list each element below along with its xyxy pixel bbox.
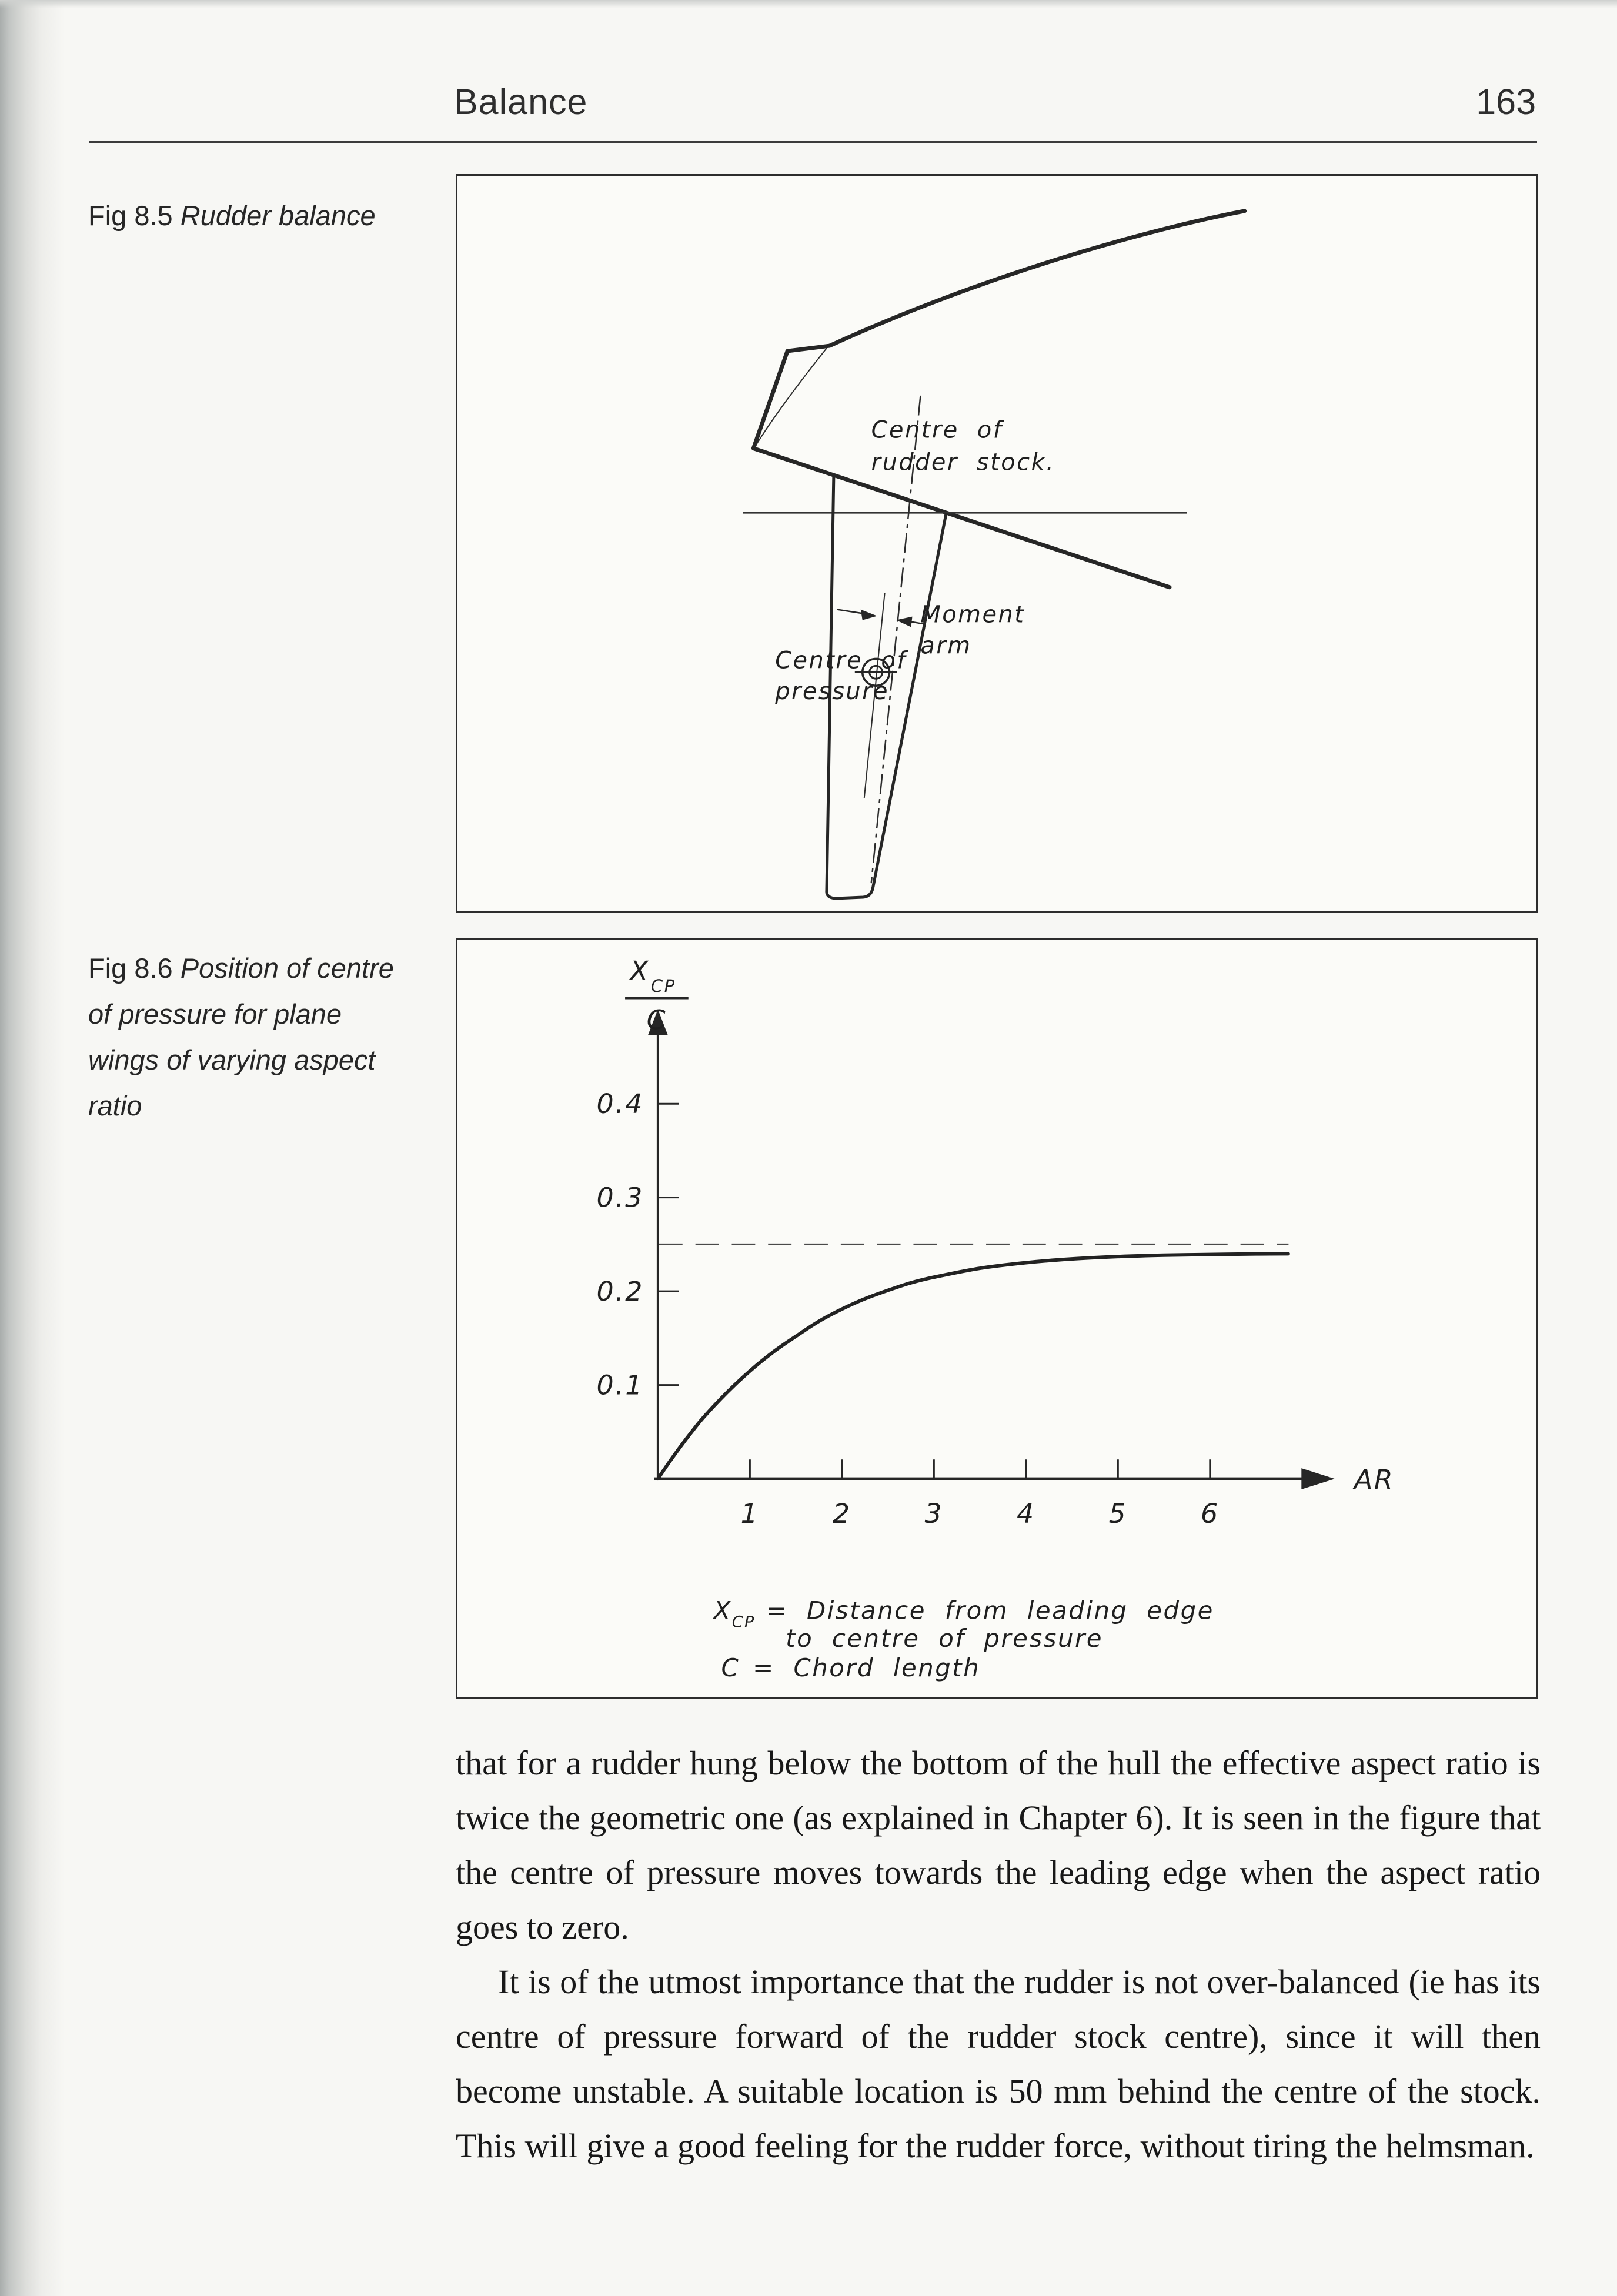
legend-line2-text: to centre of pressure (786, 1624, 1103, 1653)
x-tick-label: 3 (924, 1497, 944, 1529)
legend-line3-text: = Chord length (753, 1653, 981, 1683)
fig86-caption-line1: Position of centre (180, 953, 394, 984)
x-tick-label: 4 (1017, 1497, 1035, 1529)
body-paragraph-2: It is of the utmost importance that the rudder is not over-balanced (ie has its centre of pressure forward of the rudder stock centre), since it will then become unstable. A suitable location is 50 mm behind the centre of the stock. This will give a good feeling for the rudder force, without tiring the helmsman. (456, 1963, 1541, 2165)
legend-symbol-xcp-subscript: CP (731, 1613, 756, 1632)
fig86-panel (456, 938, 1538, 1699)
fig85-diagram-svg (457, 176, 1536, 911)
fig86-caption-number: Fig 8.6 (88, 953, 173, 984)
body-text-block (456, 1736, 1541, 2173)
y-label-numerator: X (630, 954, 650, 987)
chart-legend (713, 1596, 1214, 1682)
page-number: 163 (1476, 82, 1536, 122)
fig86-chart-svg (457, 940, 1536, 1697)
y-tick-label: 0.3 (596, 1181, 644, 1214)
y-axis-label (625, 955, 689, 1036)
y-tick-label: 0.1 (596, 1369, 644, 1401)
header-rule (89, 141, 1537, 143)
page-top-shadow (0, 0, 1617, 8)
fig85-caption-number: Fig 8.5 (88, 200, 173, 231)
label-rudder-stock-line2: rudder stock. (871, 449, 1055, 476)
label-moment-line1: Moment (920, 601, 1025, 629)
y-label-denominator: C (646, 1004, 667, 1036)
label-centre-pressure-line1: Centre of (775, 647, 907, 674)
svg-text:C= Chord length (721, 1653, 981, 1682)
running-header-title: Balance (454, 82, 588, 122)
transom-inner-curve (756, 348, 827, 445)
label-rudder-stock-line1: Centre of (871, 416, 1003, 444)
fig86-caption-line4: ratio (88, 1090, 142, 1121)
x-axis-label: AR (1354, 1463, 1395, 1496)
body-paragraph-1: that for a rudder hung below the bottom of the hull the effective aspect ratio is twice the geometric one (as explained in Chapter 6). It is seen in the figure that the centre of pressure moves towards the leading edge when the aspect ratio goes to zero. (456, 1744, 1541, 1946)
x-tick-label: 1 (740, 1497, 760, 1529)
fig85-panel (456, 174, 1538, 913)
label-moment-line2: arm (920, 632, 972, 660)
x-tick-label: 5 (1108, 1497, 1128, 1529)
page-gutter-shadow (0, 0, 65, 2296)
legend-symbol-xcp: X (713, 1596, 732, 1625)
fig86-caption-line2: of pressure for plane (88, 998, 342, 1030)
fig85-caption-title: Rudder balance (180, 200, 376, 231)
fig86-caption-line3: wings of varying aspect (88, 1044, 376, 1075)
x-axis-arrow-icon (1301, 1468, 1335, 1489)
fig86-caption (88, 945, 459, 1129)
series-curve (658, 1254, 1288, 1479)
hull-profile-line (753, 211, 1244, 587)
label-centre-pressure-line2: pressure (775, 678, 890, 706)
y-label-numerator-subscript: CP (650, 975, 676, 996)
fig85-caption (88, 193, 459, 239)
x-tick-label: 6 (1200, 1497, 1220, 1529)
x-tick-label: 2 (833, 1497, 851, 1529)
y-tick-label: 0.4 (596, 1088, 644, 1120)
y-tick-label: 0.2 (596, 1275, 644, 1308)
legend-line1-text: = Distance from leading edge (766, 1596, 1214, 1625)
legend-symbol-c: C (721, 1653, 740, 1683)
